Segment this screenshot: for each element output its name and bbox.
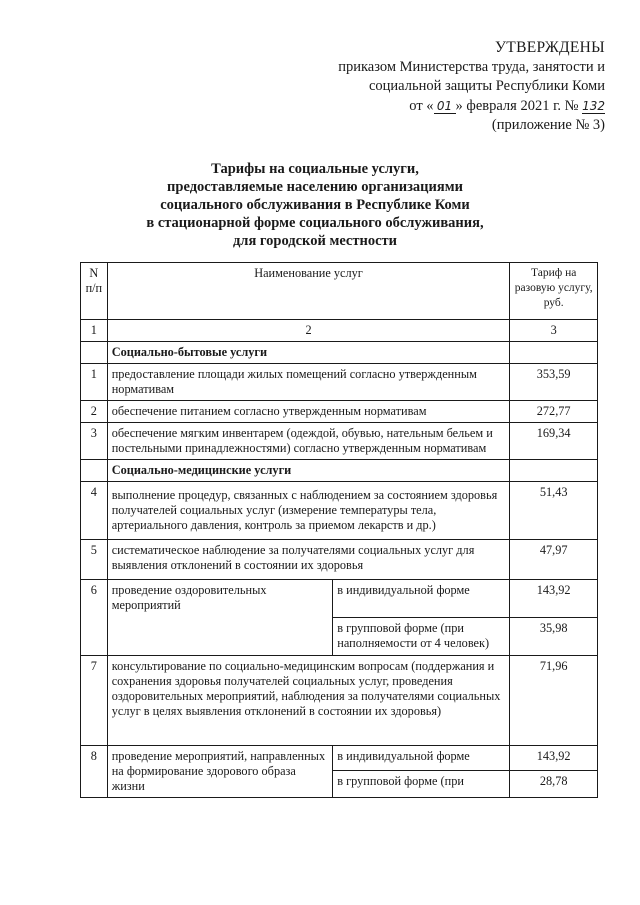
row-number: 7 [81, 656, 108, 746]
tariff-table [80, 262, 598, 798]
section-title: Социально-бытовые услуги [107, 342, 510, 364]
row-number: 2 [81, 401, 108, 423]
empty-cell [81, 342, 108, 364]
header-number: N п/п [81, 263, 108, 320]
approval-heading: УТВЕРЖДЕНЫ [495, 39, 605, 56]
service-name: обеспечение питанием согласно утвержденным нормативам [107, 401, 510, 423]
tariff-value: 353,59 [510, 364, 598, 401]
service-name: систематическое наблюдение за получателями социальных услуг для выявления отклонений в состоянии их здоровья [107, 540, 510, 580]
title-line-1: Тарифы на социальные услуги, [211, 161, 419, 177]
service-name: обеспечение мягким инвентарем (одеждой, обувью, нательным бельем и постельными принадлежностями) согласно утвержденным нормативам [107, 423, 510, 460]
header-service-name: Наименование услуг [107, 263, 510, 320]
section-row [81, 342, 598, 364]
table-row [81, 423, 598, 460]
table-row [81, 401, 598, 423]
table-row [81, 482, 598, 540]
service-form: в индивидуальной форме [333, 580, 510, 618]
service-name: проведение мероприятий, направленных на формирование здорового образа жизни [107, 746, 333, 798]
tariff-value: 51,43 [510, 482, 598, 540]
tariff-value: 143,92 [510, 580, 598, 618]
row-number: 1 [81, 364, 108, 401]
section-row [81, 460, 598, 482]
title-line-3: социального обслуживания в Республике Коми [160, 197, 470, 213]
row-number: 3 [81, 423, 108, 460]
service-form: в индивидуальной форме [333, 746, 510, 771]
tariff-value: 71,96 [510, 656, 598, 746]
date-prefix: от « [409, 97, 434, 114]
service-form: в групповой форме (при [333, 771, 510, 798]
tariff-value: 169,34 [510, 423, 598, 460]
document-title [80, 160, 550, 250]
table-row [81, 580, 598, 618]
service-name: предоставление площади жилых помещений согласно утвержденным нормативам [107, 364, 510, 401]
date-day-handwritten: 01 [434, 100, 456, 114]
approval-block [338, 38, 605, 136]
service-name: консультирование по социально-медицинским вопросам (поддержания и сохранения здоровья получателей социальных услуг, проведения оздоровительных мероприятий, наблюдения за получателями социальных услуг в целях выявления отклонений в состоянии их здоровья) [107, 656, 510, 746]
tariff-value: 143,92 [510, 746, 598, 771]
service-form: в групповой форме (при наполняемости от 4 человек) [333, 618, 510, 656]
empty-cell [510, 342, 598, 364]
tariff-value: 47,97 [510, 540, 598, 580]
tariff-value: 28,78 [510, 771, 598, 798]
table-row [81, 364, 598, 401]
approval-order-line: приказом Министерства труда, занятости и [338, 58, 605, 75]
title-line-2: предоставляемые населению организациями [167, 179, 463, 195]
service-name: выполнение процедур, связанных с наблюдением за состоянием здоровья получателей социальных услуг (измерение температуры тела, артериального давления, контроль за приемом лекарств и др.) [107, 482, 510, 540]
column-index-row [81, 320, 598, 342]
table-row [81, 656, 598, 746]
table-row [81, 746, 598, 771]
row-number: 4 [81, 482, 108, 540]
title-line-4: в стационарной форме социального обслуживания, [146, 215, 484, 231]
header-tariff: Тариф на разовую услугу, руб. [510, 263, 598, 320]
row-number: 6 [81, 580, 108, 656]
row-number: 5 [81, 540, 108, 580]
approval-date-line [338, 97, 605, 117]
tariff-value: 272,77 [510, 401, 598, 423]
section-title: Социально-медицинские услуги [107, 460, 510, 482]
row-number: 8 [81, 746, 108, 798]
date-middle: » февраля 2021 г. № [455, 97, 579, 114]
header-row [81, 263, 598, 320]
appendix-note: (приложение № 3) [491, 117, 605, 133]
service-name: проведение оздоровительных мероприятий [107, 580, 333, 656]
column-index: 3 [510, 320, 598, 342]
empty-cell [510, 460, 598, 482]
title-line-5: для городской местности [232, 233, 398, 249]
tariff-value: 35,98 [510, 618, 598, 656]
column-index: 1 [81, 320, 108, 342]
order-number-handwritten: 132 [582, 98, 605, 113]
empty-cell [81, 460, 108, 482]
column-index: 2 [107, 320, 510, 342]
approval-ministry-line: социальной защиты Республики Коми [368, 78, 605, 94]
table-row [81, 540, 598, 580]
